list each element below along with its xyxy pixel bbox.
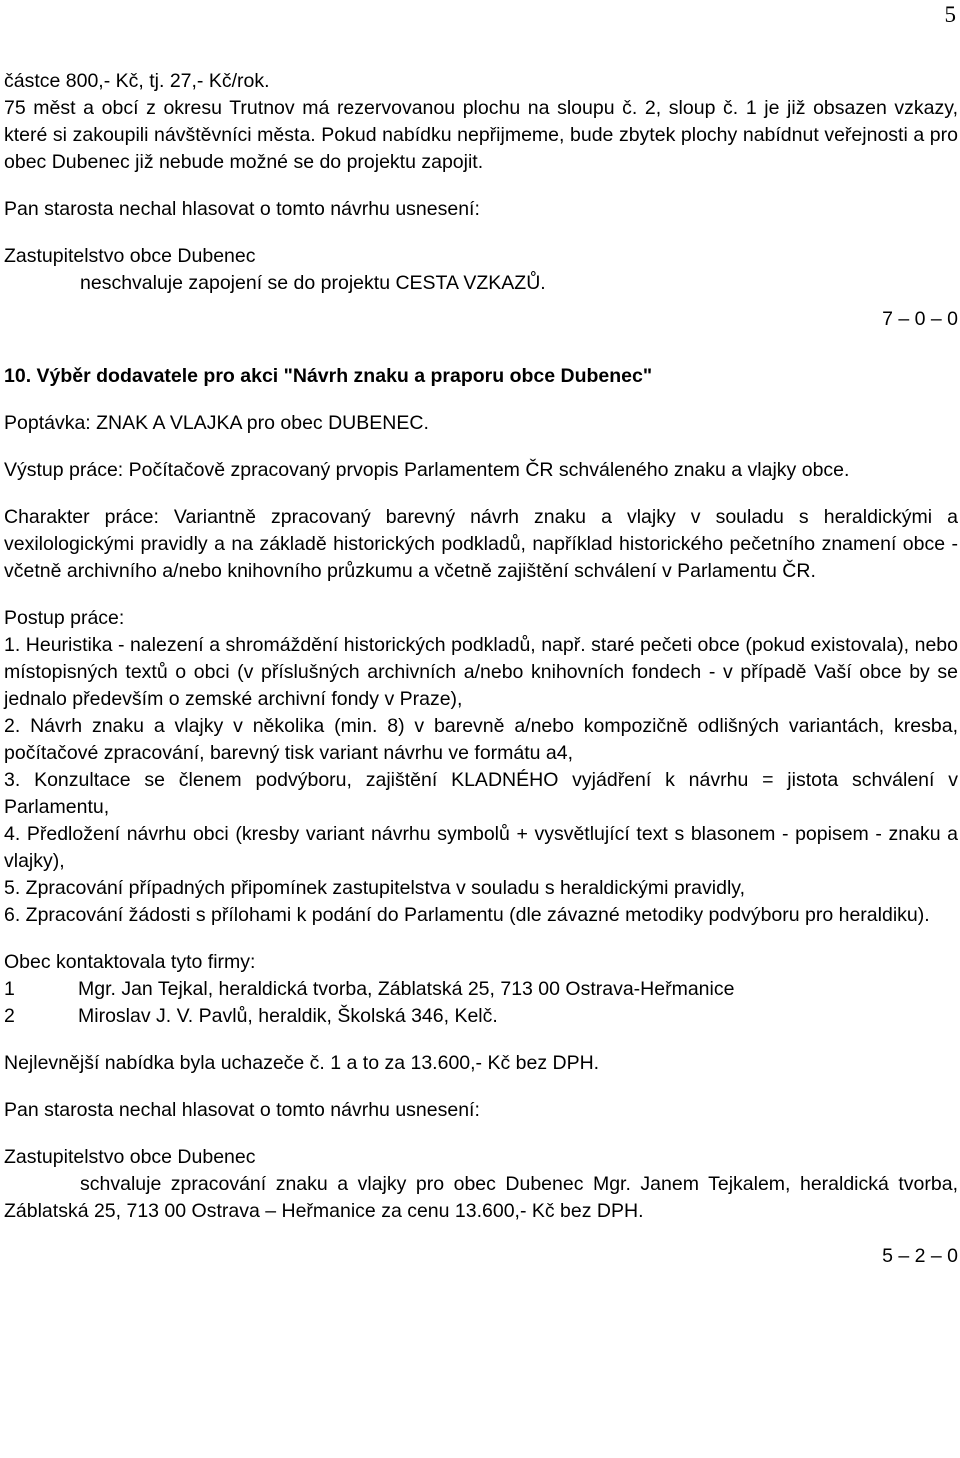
postup-steps-list (4, 632, 958, 929)
cheapest-offer: Nejlevnější nabídka byla uchazeče č. 1 a to za 13.600,- Kč bez DPH. (4, 1052, 600, 1074)
section10-vystup: Výstup práce: Počítačově zpracovaný prvopis Parlamentem ČR schváleného znaku a vlajky obce. (4, 459, 850, 481)
firm-number: 1 (4, 978, 15, 1000)
vote2-body: Zastupitelstvo obce Dubenec (4, 1146, 256, 1168)
postup-step: 5. Zpracování případných připomínek zastupitelstva v souladu s heraldickými pravidly, (4, 877, 745, 899)
section10-poptavka: Poptávka: ZNAK A VLAJKA pro obec DUBENEC. (4, 412, 429, 434)
page-number: 5 (944, 2, 956, 27)
vote1-intro: Pan starosta nechal hlasovat o tomto návrhu usnesení: (4, 198, 480, 220)
section10-heading: 10. Výběr dodavatele pro akci "Návrh znaku a praporu obce Dubenec" (4, 365, 653, 387)
vote1-body: Zastupitelstvo obce Dubenec (4, 245, 256, 267)
vote2-intro: Pan starosta nechal hlasovat o tomto návrhu usnesení: (4, 1099, 480, 1121)
postup-title: Postup práce: (4, 607, 125, 629)
firm-number: 2 (4, 1005, 15, 1027)
section10-charakter: Charakter práce: Variantně zpracovaný barevný návrh znaku a vlajky v souladu s heraldickými a vexilologickými pravidly a na základě historických podkladů, například historického pečetního znamení obce - včetně archivního a/nebo knihovního průzkumu a včetně zajištění schválení v Parlamentu ČR. (4, 506, 958, 582)
postup-step: 1. Heuristika - nalezení a shromáždění historických podkladů, např. staré pečeti obce (pokud existovala), nebo místopisných textů o obci (v příslušných archivních a/nebo knihovních fondech - v případě Vaší obce by se jednalo především o zemské archivní fondy v Praze), (4, 634, 958, 710)
document-body (4, 68, 958, 1270)
firm-item (4, 1003, 958, 1030)
postup-step: 4. Předložení návrhu obci (kresby variant návrhu symbolů + vysvětlující text s blasonem - popisem - znaku a vlajky), (4, 823, 958, 872)
firm-item (4, 976, 958, 1003)
vote1-result: 7 – 0 – 0 (882, 308, 958, 330)
intro-paragraph: 75 měst a obcí z okresu Trutnov má rezervovanou plochu na sloupu č. 2, sloup č. 1 je již obsazen vzkazy, které si zakoupili návštěvníci města. Pokud nabídku nepřijmeme, bude zbytek plochy nabídnut veřejnosti a pro obec Dubenec již nebude možné se do projektu zapojit. (4, 97, 958, 173)
vote2-result: 5 – 2 – 0 (882, 1245, 958, 1267)
postup-step: 6. Zpracování žádosti s přílohami k podání do Parlamentu (dle závazné metodiky podvýboru pro heraldiku). (4, 904, 930, 926)
firm-text: Miroslav J. V. Pavlů, heraldik, Školská 346, Kelč. (78, 1005, 498, 1027)
firm-text: Mgr. Jan Tejkal, heraldická tvorba, Záblatská 25, 713 00 Ostrava-Heřmanice (78, 978, 735, 1000)
postup-step: 2. Návrh znaku a vlajky v několika (min. 8) v barevně a/nebo kompozičně odlišných variantách, kresba, počítačové zpracování, barevný tisk variant návrhu ve formátu a4, (4, 715, 958, 764)
vote1-resolution: neschvaluje zapojení se do projektu CESTA VZKAZŮ. (80, 272, 546, 294)
intro-price-line: částce 800,- Kč, tj. 27,- Kč/rok. (4, 70, 270, 92)
vote2-resolution: schvaluje zpracování znaku a vlajky pro obec Dubenec Mgr. Janem Tejkalem, heraldická tvorba, Záblatská 25, 713 00 Ostrava – Heřmanice za cenu 13.600,- Kč bez DPH. (4, 1173, 958, 1222)
postup-step: 3. Konzultace se členem podvýboru, zajištění KLADNÉHO vyjádření k návrhu = jistota schválení v Parlamentu, (4, 769, 958, 818)
firms-list (4, 976, 958, 1030)
firms-title: Obec kontaktovala tyto firmy: (4, 951, 256, 973)
